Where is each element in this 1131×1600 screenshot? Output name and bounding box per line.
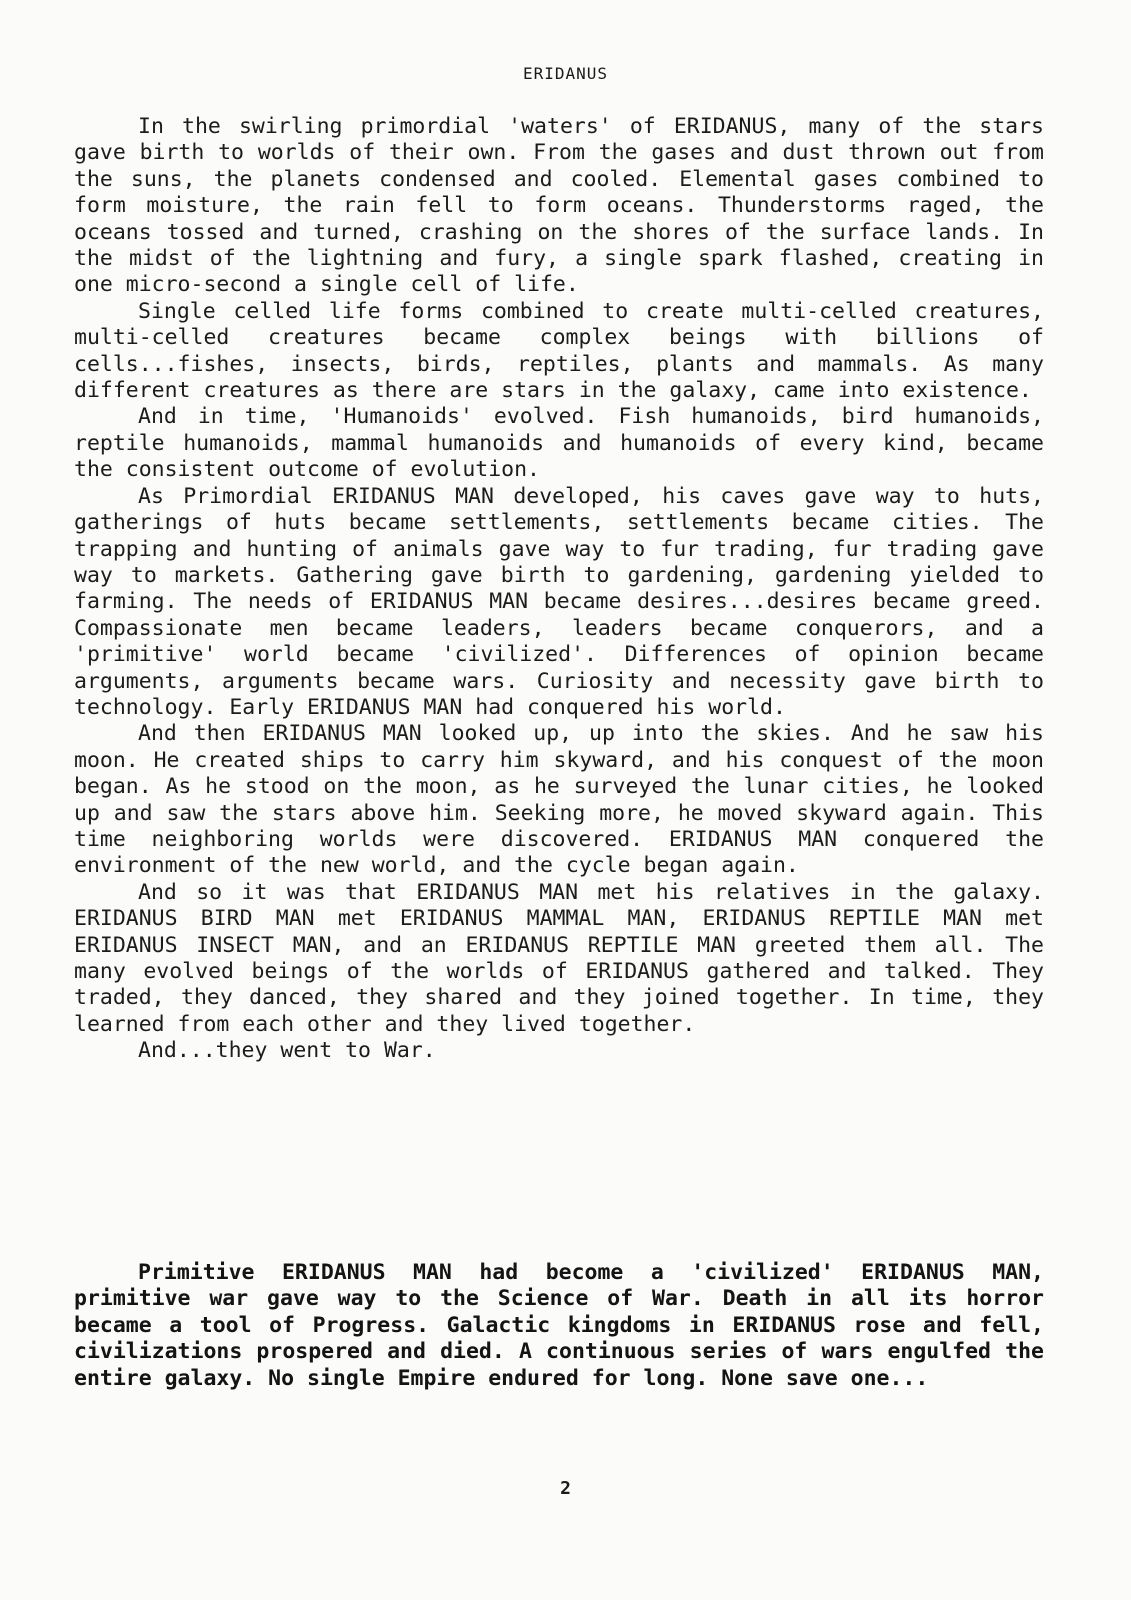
closing-paragraph: Primitive ERIDANUS MAN had become a 'civilized' ERIDANUS MAN, primitive war gave way to the Science of War. Death in all its horror became a tool of Progress. Galactic kingdoms in ERIDANUS rose and fell, civilizations prospered and died. A continuous series of wars engulfed the entire galaxy. No single Empire endured for long. None save one... [74, 1260, 1044, 1391]
closing-text [74, 1260, 1044, 1392]
paragraph-2: Single celled life forms combined to create multi-celled creatures, multi-celled creatures became complex beings with billions of cells...fishes, insects, birds, reptiles, plants and mammals. As many different creatures as there are stars in the galaxy, came into existence. [74, 298, 1044, 404]
paragraph-5: And then ERIDANUS MAN looked up, up into the skies. And he saw his moon. He created ships to carry him skyward, and his conquest of the moon began. As he stood on the moon, as he surveyed the lunar cities, he looked up and saw the stars above him. Seeking more, he moved skyward again. This time neighboring worlds were discovered. ERIDANUS MAN conquered the environment of the new world, and the cycle began again. [74, 721, 1044, 879]
paragraph-6: And so it was that ERIDANUS MAN met his relatives in the galaxy. ERIDANUS BIRD MAN met ERIDANUS MAMMAL MAN, ERIDANUS REPTILE MAN met ERIDANUS INSECT MAN, and an ERIDANUS REPTILE MAN greeted them all. The many evolved beings of the worlds of ERIDANUS gathered and talked. They traded, they danced, they shared and they joined together. In time, they learned from each other and they lived together. [74, 879, 1044, 1037]
paragraph-4: As Primordial ERIDANUS MAN developed, his caves gave way to huts, gatherings of huts became settlements, settlements became cities. The trapping and hunting of animals gave way to fur trading, fur trading gave way to markets. Gathering gave birth to gardening, gardening yielded to farming. The needs of ERIDANUS MAN became desires...desires became greed. Compassionate men became leaders, leaders became conquerors, and a 'primitive' world became 'civilized'. Differences of opinion became arguments, arguments became wars. Curiosity and necessity gave birth to technology. Early ERIDANUS MAN had conquered his world. [74, 483, 1044, 720]
paragraph-7: And...they went to War. [138, 1038, 436, 1064]
page-title: ERIDANUS [522, 64, 609, 83]
body-text [74, 114, 1044, 1065]
paragraph-3: And in time, 'Humanoids' evolved. Fish humanoids, bird humanoids, reptile humanoids, mammal humanoids and humanoids of every kind, became the consistent outcome of evolution. [74, 404, 1044, 483]
paragraph-1: In the swirling primordial 'waters' of ERIDANUS, many of the stars gave birth to worlds of their own. From the gases and dust thrown out from the suns, the planets condensed and cooled. Elemental gases combined to form moisture, the rain fell to form oceans. Thunderstorms raged, the oceans tossed and turned, crashing on the shores of the surface lands. In the midst of the lightning and fury, a single spark flashed, creating in one micro-second a single cell of life. [74, 114, 1044, 298]
page-number: 2 [560, 1478, 571, 1499]
